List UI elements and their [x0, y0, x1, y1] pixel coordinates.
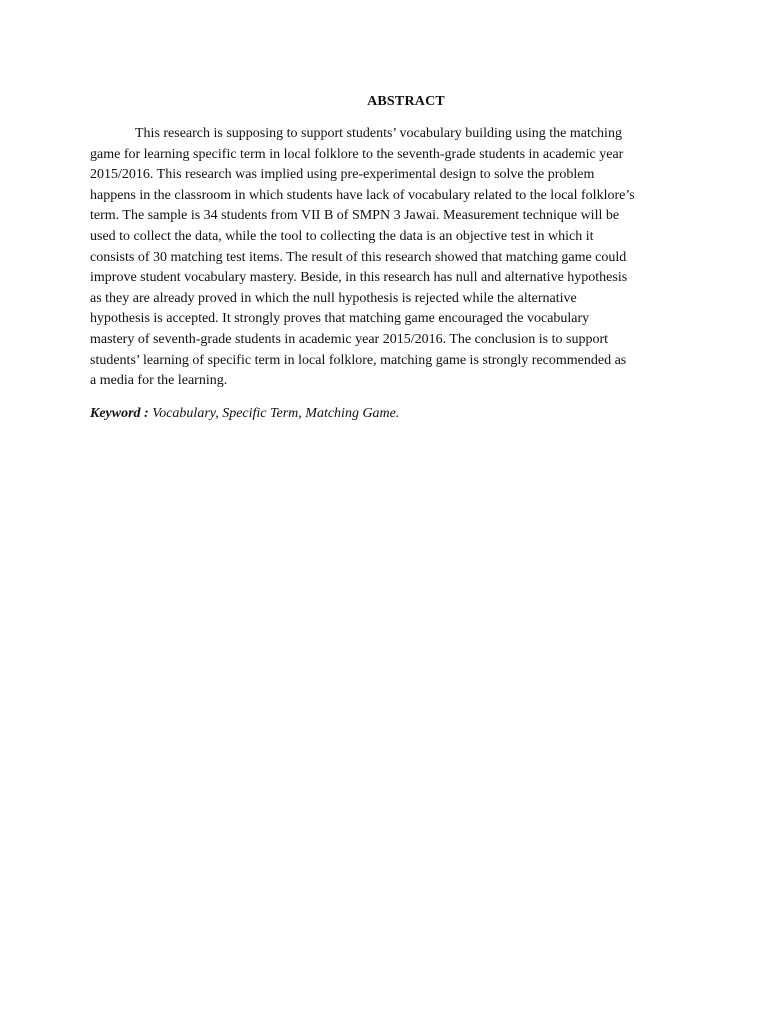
abstract-line: term. The sample is 34 students from VII B of SMPN 3 Jawai. Measurement technique will be	[90, 208, 620, 224]
abstract-line: used to collect the data, while the tool to collecting the data is an objective test in which it	[90, 228, 594, 244]
abstract-line: hypothesis is accepted. It strongly proves that matching game encouraged the vocabulary	[90, 311, 590, 327]
keyword-label: Keyword :	[90, 406, 149, 421]
abstract-line: as they are already proved in which the null hypothesis is rejected while the alternative	[90, 290, 577, 306]
abstract-line: 2015/2016. This research was implied using pre-experimental design to solve the problem	[90, 167, 595, 183]
keyword-values: Vocabulary, Specific Term, Matching Game.	[152, 406, 400, 421]
keywords	[90, 404, 399, 424]
abstract-body	[90, 124, 690, 392]
abstract-title: ABSTRACT	[367, 94, 445, 109]
abstract-line: happens in the classroom in which students have lack of vocabulary related to the local folklore’s	[90, 187, 635, 203]
abstract-line: game for learning specific term in local folklore to the seventh-grade students in academic year	[90, 146, 624, 162]
abstract-line: This research is supposing to support students’ vocabulary building using the matching	[135, 126, 622, 141]
abstract-line: mastery of seventh-grade students in academic year 2015/2016. The conclusion is to support	[90, 331, 608, 347]
abstract-line: students’ learning of specific term in local folklore, matching game is strongly recommended as	[90, 352, 627, 368]
abstract-line: a media for the learning.	[90, 373, 228, 389]
abstract-line: improve student vocabulary mastery. Beside, in this research has null and alternative hypothesis	[90, 270, 628, 286]
abstract-line: consists of 30 matching test items. The result of this research showed that matching game could	[90, 249, 627, 265]
